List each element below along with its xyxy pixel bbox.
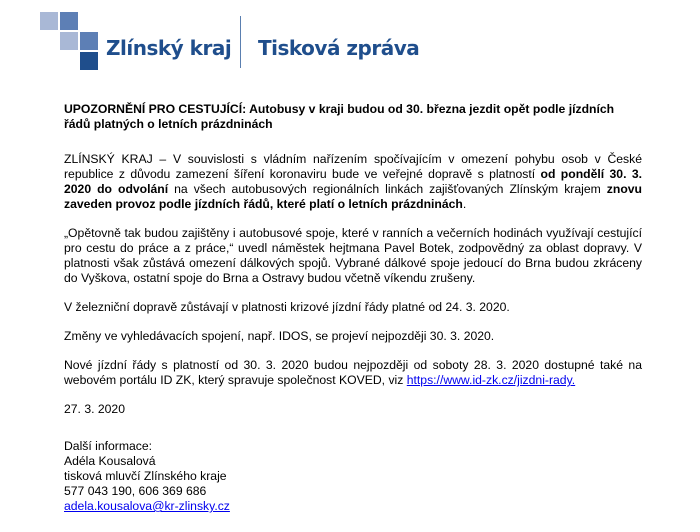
contact-email-link[interactable]: adela.kousalova@kr-zlinsky.cz [64,499,230,513]
header-divider [240,16,241,68]
paragraph-quote: „Opětovně tak budou zajištěny i autobusové spoje, které v ranních a večerních hodinách využívají cestující pro cestu do práce a z práce,“ uvedl náměstek hejtmana Pavel Botek, zodpovědný za oblast dopravy. V platnosti však zůstává omezení dálkových spojů. Vybrané dálkové spoje jedoucí do Brna budou zkráceny do Vyškova, ostatní spoje do Brna a Ostravy budou včetně víkendu zrušeny. [64,226,642,285]
paragraph-rail: V železniční dopravě zůstávají v platnosti krizové jízdní řády platné od 24. 3. 2020. [64,300,510,314]
document-type-title: Tisková zpráva [258,36,420,60]
headline-prefix: UPOZORNĚNÍ PRO CESTUJÍCÍ: [64,102,247,116]
contact-name: Adéla Kousalová [64,454,156,468]
intro-date-emphasis: od pondělí 30. 3. 2020 do odvolání [64,167,643,196]
press-release-body [64,102,642,514]
paragraph-search: Změny ve vyhledávacích spojení, např. IDOS, se projeví nejpozději 30. 3. 2020. [64,329,495,343]
intro-timetable-emphasis: znovu zaveden provoz podle jízdních řádů, které platí o letních prázdninách [64,182,642,211]
paragraph-timetables [64,358,642,388]
headline-text: Autobusy v kraji budou od 30. března jezdit opět podle jízdních řádů platných o letních prázdninách [64,102,615,131]
press-release-header [0,0,700,80]
release-date: 27. 3. 2020 [64,402,125,416]
contact-block [64,439,642,514]
timetables-link[interactable]: https://www.id-zk.cz/jizdni-rady. [406,373,576,387]
intro-text-a: ZLÍNSKÝ KRAJ – V souvislosti s vládním nařízením spočívajícím v omezení pohybu osob v České republice z důvodu zamezení šíření koronaviru bude ve veřejné dopravě s platností [64,152,642,181]
contact-label: Další informace: [64,439,153,453]
headline [64,102,642,132]
intro-text-e: . [462,197,467,211]
timetables-text: Nové jízdní řády s platností od 30. 3. 2020 budou nejpozději od soboty 28. 3. 2020 dostupné také na webovém portálu ID ZK, který spravuje společnost KOVED, viz [64,358,642,387]
paragraph-intro [64,152,642,212]
intro-text-c: na všech autobusových regionálních linkách zajišťovaných Zlínským krajem [168,182,607,196]
contact-role: tisková mluvčí Zlínského kraje [64,469,227,483]
contact-phones: 577 043 190, 606 369 686 [64,484,207,498]
brand-name: Zlínský kraj [106,36,232,60]
